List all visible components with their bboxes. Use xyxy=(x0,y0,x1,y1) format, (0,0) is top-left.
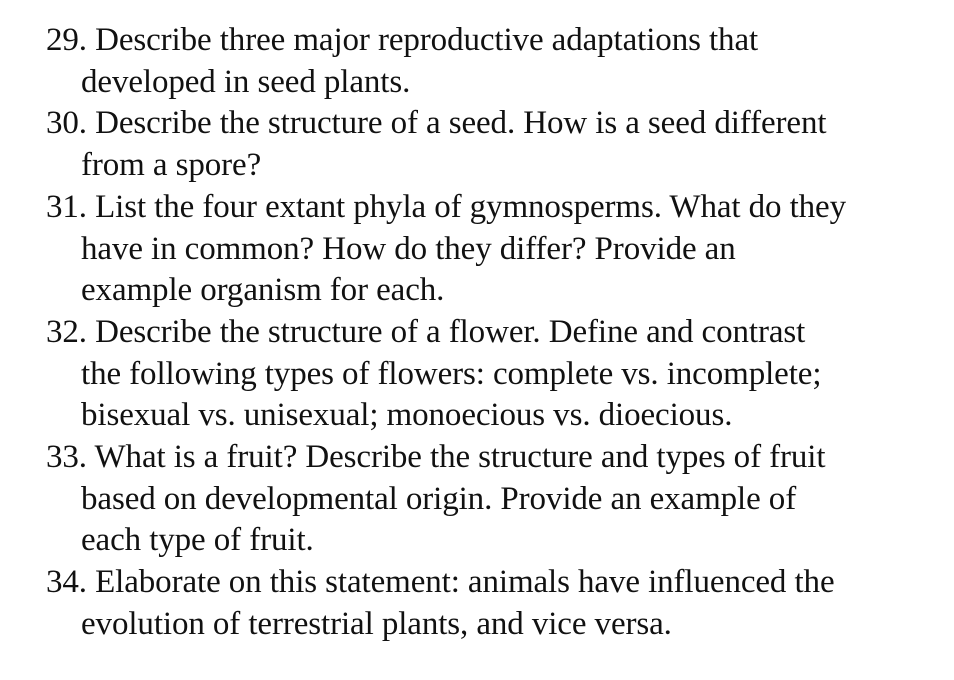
question-line: have in common? How do they differ? Provide an xyxy=(81,230,736,267)
question-line: from a spore? xyxy=(81,147,262,184)
question-line: bisexual vs. unisexual; monoecious vs. dioecious. xyxy=(81,397,733,434)
question-line: 34. Elaborate on this statement: animals have influenced the xyxy=(46,564,835,601)
question-line: 33. What is a fruit? Describe the structure and types of fruit xyxy=(46,439,826,476)
question-33 xyxy=(46,437,926,562)
question-list xyxy=(46,20,926,646)
question-32 xyxy=(46,312,926,437)
question-31 xyxy=(46,187,926,312)
question-line: 29. Describe three major reproductive adaptations that xyxy=(46,22,759,58)
question-line: evolution of terrestrial plants, and vice versa. xyxy=(81,605,672,642)
question-line: 32. Describe the structure of a flower. Define and contrast xyxy=(46,313,806,350)
question-30 xyxy=(46,103,926,186)
question-line: 30. Describe the structure of a seed. How is a seed different xyxy=(46,105,827,142)
question-34 xyxy=(46,562,926,645)
question-line: the following types of flowers: complete vs. incomplete; xyxy=(81,355,822,392)
question-29 xyxy=(46,20,926,103)
question-line: 31. List the four extant phyla of gymnosperms. What do they xyxy=(46,188,847,225)
question-line: developed in seed plants. xyxy=(81,63,411,100)
question-line: each type of fruit. xyxy=(81,522,314,559)
question-line: based on developmental origin. Provide an example of xyxy=(81,480,797,517)
question-line: example organism for each. xyxy=(81,272,445,309)
